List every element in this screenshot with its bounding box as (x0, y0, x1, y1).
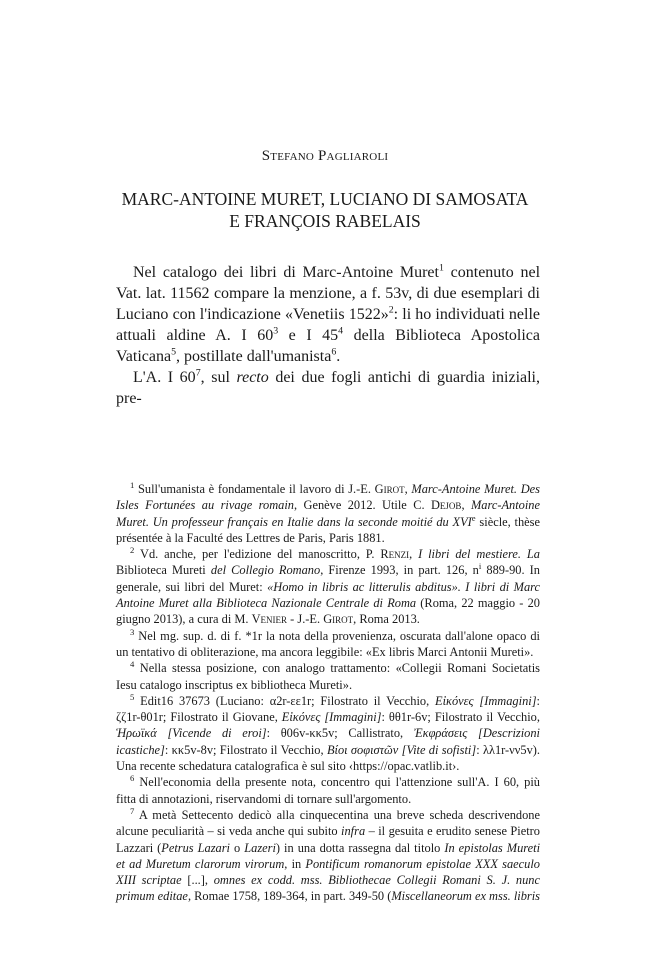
author-name: Stefano Pagliaroli (261, 148, 389, 164)
text-run: , sul (200, 369, 237, 386)
italic-run: del Collegio Romano (210, 563, 321, 578)
text-run: L'A. I 60 (133, 369, 196, 386)
main-text (116, 262, 540, 409)
text-run: , Roma 2013. (353, 612, 420, 627)
author-surname: Venier (251, 612, 288, 627)
italic-run: Βίοι σοφιστῶν (326, 742, 399, 757)
italic-run: Miscellaneorum ex mss. libris (391, 889, 540, 904)
superscript: e (471, 512, 476, 523)
text-run: Biblioteca Mureti (116, 563, 211, 578)
text-run: : li ho individuati nelle attuali aldine A. I 60 (116, 306, 540, 344)
italic-run: Εἰκόνες (435, 693, 474, 708)
text-run: 889-90. In generale, sui libri del Muret: (116, 563, 541, 594)
text-run: Nella stessa posizione, con analogo trattamento: «Collegii Romani Societatis Iesu catalogo inscriptus ex bibliotheca Mureti». (116, 661, 540, 692)
italic-run: «Homo in libris ac litterulis abditus». I libri di Marc Antoine Muret alla Biblioteca Nazionale Centrale di Roma (116, 579, 541, 611)
footnote-ref: 5 (171, 346, 177, 358)
italic-run: [Vicende di eroi] (156, 726, 267, 741)
text-run: – il gesuita e erudito senese Pietro Lazzari ( (116, 824, 540, 855)
superscript: i (478, 561, 482, 572)
footnote-ref: 7 (195, 367, 201, 379)
text-run: contenuto nel Vat. lat. 11562 compare la menzione, a f. 53v, di due esemplari di Luciano con l'indicazione «Venetiis 1522» (116, 264, 541, 323)
footnote-5 (116, 693, 540, 774)
text-run: e I 45 (278, 327, 339, 344)
footnote-ref: 4 (338, 325, 344, 337)
text-run: : λλ1r-νν5v). Una recente schedatura catalografica è sul sito ‹https://opac.vatlib.it›. (116, 742, 541, 774)
footnote-7 (116, 807, 540, 905)
footnote-number: 6 (130, 773, 135, 784)
text-run: : θθ1r-6v; Filostrato il Vecchio, (381, 710, 540, 725)
text-run: Vd. anche, per l'edizione del manoscritto, P. (134, 547, 381, 562)
text-run: , Romae 1758, 189-364, in part. 349-50 ( (187, 889, 392, 904)
text-run: ) in una dotta rassegna dal titolo (275, 840, 445, 855)
footnote-number: 4 (130, 659, 135, 670)
footnote-1: $^1$ Sull'umanista è fondamentale il lavoro di J.-E. Girot, Marc-Antoine Muret. Des Isles Fortunées au rivage romain, Genève 2012. Utile C. Dejob, Marc-Antoine Muret. Un professeur français en Italie dans la seconde moitié du XVIe siècle, thèse présentée à la Faculté des Lettres de Paris, Paris 1881. (116, 479, 540, 545)
italic-run: Marc-Antoine Muret. Des Isles Fortunées au rivage romain (116, 482, 540, 513)
text-run: A metà Settecento dedicò alla cinquecentina una breve scheda descrivendone alcune peculiarità – si veda anche qui subito (116, 807, 540, 839)
text-run: siècle, thèse présentée à la Faculté des Lettres de Paris, Paris 1881. (116, 514, 540, 545)
text-run: : κκ5v-8v; Filostrato il Vecchio, (164, 742, 327, 757)
text-run: , Firenze 1993, in part. 126, n (320, 563, 479, 578)
footnote-3 (116, 628, 540, 661)
italic-run: I libri del mestiere. La (418, 547, 540, 562)
footnote-2: $^2$ Vd. anche, per l'edizione del manoscritto, P. Renzi, I libri del mestiere. La Biblioteca Mureti del Collegio Romano, Firenze 1993, in part. 126, $n^i$ 889-90. In generale, sui libri del Muret: «Homo in libris ac litterulis abditus». I libri di Marc Antoine Muret alla Biblioteca Nazionale Centrale di Roma (Roma, 22 maggio - 20 giugno 2013), a cura di M. Venier - J.-E. Girot, Roma 2013. (116, 545, 541, 627)
italic-run: Lazeri (244, 840, 276, 855)
italic-run: infra (341, 824, 366, 839)
italic-run: [Immagini] (320, 710, 382, 725)
text-run: o (230, 840, 245, 855)
footnote-number: 3 (130, 626, 135, 637)
italic-run: Petrus Lazari (161, 840, 231, 855)
text-run: , in (284, 856, 306, 871)
footnote-number: 5 (130, 691, 135, 702)
italic-run: Ἡρωϊκά (116, 726, 157, 741)
text-run: , Genève 2012. Utile C. (293, 498, 431, 513)
footnote-6 (116, 774, 540, 807)
footnote-ref: 2 (388, 304, 394, 316)
author-surname: Dejob (430, 498, 462, 513)
text-run: Sull'umanista è fondamentale il lavoro di J.-E. (134, 482, 375, 496)
text-run: , postillate dall'umanista (176, 348, 332, 365)
italic-run: [Vite di sofisti] (398, 742, 477, 757)
text-run: Nell'economia della presente nota, concentro qui l'attenzione sull'A. I 60, più fitta di annotazioni, riservandomi di tornare sull'argomento. (116, 775, 540, 806)
italic-run: recto (236, 369, 269, 386)
text-run: Edit16 37673 (Luciano: α2r-εε1r; Filostrato il Vecchio, (134, 693, 435, 708)
author-surname: Girot (374, 482, 405, 496)
text-run: [...], (181, 873, 214, 888)
text-run: dei due fogli antichi di guardia iniziali, pre- (116, 369, 541, 407)
italic-run: omnes ex codd. mss. Bibliothecae Collegii Romani S. J. nunc primum editae (116, 873, 540, 904)
footnote-number: 2 (130, 545, 135, 556)
text-run: Nel catalogo dei libri di Marc-Antoine Muret (133, 264, 439, 281)
italic-run: [Immagini] (473, 693, 537, 708)
author-surname: Renzi (380, 547, 410, 562)
italic-run: Marc-Antoine Muret. Un professeur français en Italie dans la seconde moitié du XVI (116, 498, 540, 529)
text-run: (Roma, 22 maggio - 20 giugno 2013), a cura di M. (116, 596, 540, 627)
text-run: della Biblioteca Apostolica Vaticana (116, 327, 540, 365)
text-run: : θ06v-κκ5v; Callistrato, (266, 726, 414, 741)
footnote-number: 1 (130, 479, 135, 490)
footnote-ref: 3 (273, 325, 279, 337)
paragraph-1 (116, 262, 540, 367)
paragraph-2 (116, 367, 540, 409)
title-line-2: E FRANÇOIS RABELAIS (229, 211, 421, 231)
italic-run: Ἐκφράσεις (413, 726, 468, 741)
title-line-1: MARC-ANTOINE MURET, LUCIANO DI SAMOSATA (121, 189, 529, 209)
footnote-number: 7 (130, 805, 135, 816)
text-run: Nel mg. sup. d. di f. *1r la nota della provenienza, oscurata dall'alone opaco di un tentativo di obliterazione, ma ancora leggibile: «Ex libris Marci Antonii Mureti». (116, 628, 540, 659)
italic-run: In epistolas Mureti et ad Muretum clarorum virorum (116, 840, 541, 871)
footnote-ref: 1 (438, 262, 444, 274)
author-surname: Girot (323, 612, 354, 627)
italic-run: Εἰκόνες (281, 710, 321, 725)
article-title (0, 188, 650, 232)
italic-run: Pontificum romanorum epistolae XXX saeculo XIII scriptae (116, 856, 540, 888)
footnote-ref: 6 (331, 346, 337, 358)
footnote-4 (116, 660, 540, 693)
text-run: : ζζ1r-θ01r; Filostrato il Giovane, (116, 693, 540, 725)
italic-run: [Descrizioni icastiche] (116, 726, 540, 757)
footnotes (116, 481, 540, 905)
text-run: - J.-E. (287, 612, 324, 627)
text-run: . (336, 348, 341, 365)
